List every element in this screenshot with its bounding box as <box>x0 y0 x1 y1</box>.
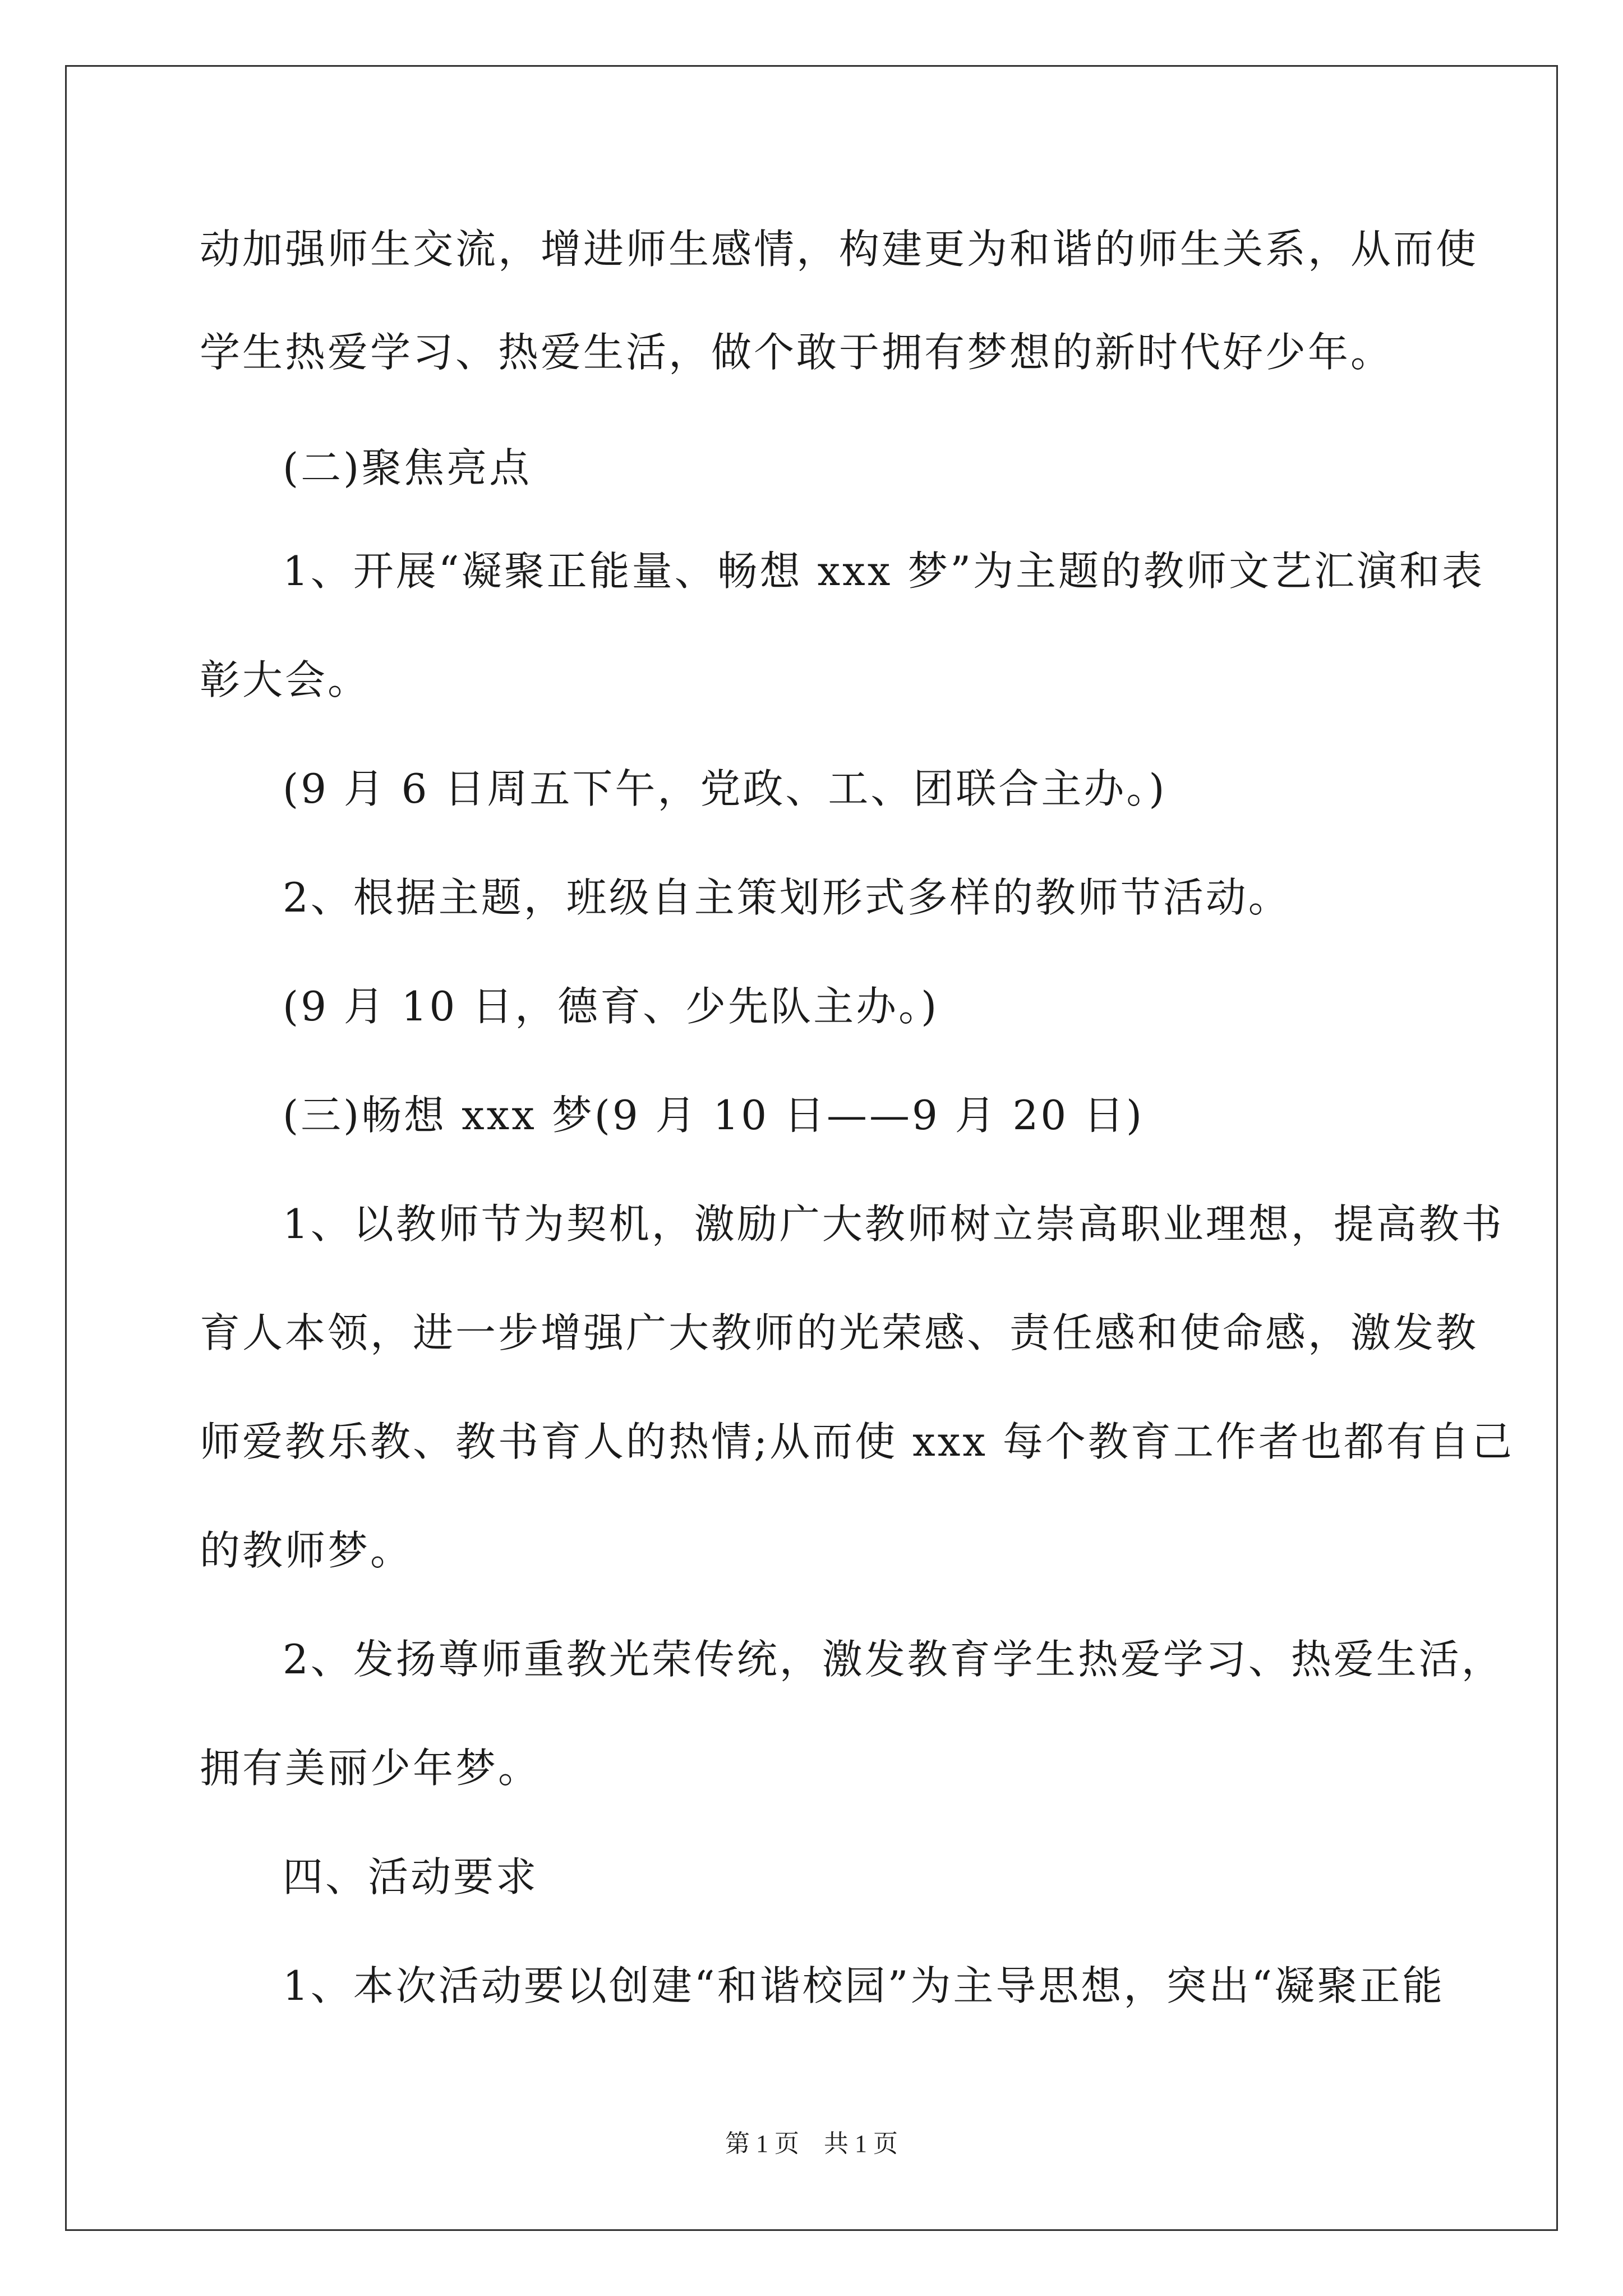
body-line-11: 育人本领，进一步增强广大教师的光荣感、责任感和使命感，激发教 <box>200 1309 1479 1356</box>
body-line-7: 2、根据主题，班级自主策划形式多样的教师节活动。 <box>283 874 1291 921</box>
body-line-13: 的教师梦。 <box>200 1527 413 1574</box>
section-heading-focus-highlights: (二)聚焦亮点 <box>283 444 532 491</box>
body-line-12: 师爱教乐教、教书育人的热情;从而使 xxx 每个教育工作者也都有自己 <box>200 1418 1514 1465</box>
body-line-6: (9 月 6 日周五下午，党政、工、团联合主办。) <box>283 765 1167 812</box>
body-line-10: 1、以教师节为契机，激励广大教师树立崇高职业理想，提高教书 <box>283 1200 1504 1248</box>
body-line-17: 1、本次活动要以创建“和谐校园”为主导思想，突出“凝聚正能 <box>283 1962 1445 2009</box>
page-footer: 第 1 页 共 1 页 <box>725 2130 898 2157</box>
page-border <box>65 65 1558 2231</box>
body-line-15: 拥有美丽少年梦。 <box>200 1745 541 1792</box>
body-line-5: 彰大会。 <box>200 656 371 703</box>
body-line-2: 学生热爱学习、热爱生活，做个敢于拥有梦想的新时代好少年。 <box>200 329 1394 376</box>
body-line-8: (9 月 10 日，德育、少先队主办。) <box>283 983 939 1030</box>
body-line-14: 2、发扬尊师重教光荣传统，激发教育学生热爱学习、热爱生活， <box>283 1636 1504 1683</box>
body-line-4: 1、开展“凝聚正能量、畅想 xxx 梦”为主题的教师文艺汇演和表 <box>283 547 1485 595</box>
section-heading-dream: (三)畅想 xxx 梦(9 月 10 日——9 月 20 日) <box>283 1092 1145 1139</box>
body-line-1: 动加强师生交流，增进师生感情，构建更为和谐的师生关系，从而使 <box>200 226 1479 273</box>
section-heading-requirements: 四、活动要求 <box>283 1853 539 1901</box>
